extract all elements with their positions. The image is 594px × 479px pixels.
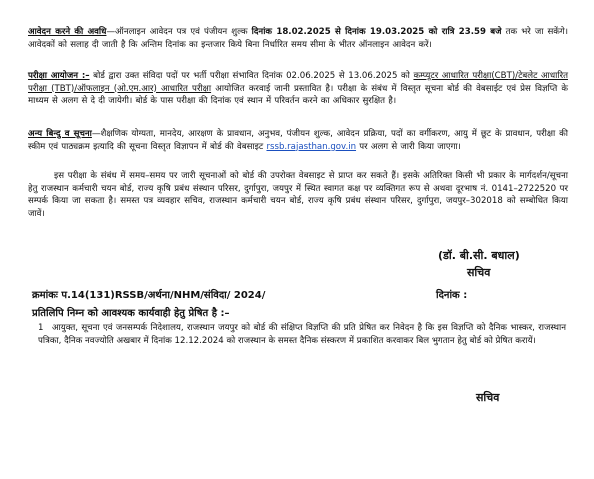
copy-to-heading: प्रतिलिपि निम्न को आवश्यक कार्यवाही हेतु प्रेषित है :– (32, 308, 230, 319)
exam-schedule-text-2: आयोजित करवाई जानी प्रस्तावित है। परीक्षा के संबंध में विस्तृत सूचना बोर्ड की वेबसाईट एवं प्रेस विज्ञप्ति के माध्यम से अलग से दे दी जायेगी। बोर्ड के पास परीक्षा की दिनांक एवं स्थान में परिवर्तन करने का अधिकार सुरक्षित है। (28, 83, 569, 107)
reference-date-label: दिनांक : (436, 290, 468, 301)
para-contact (28, 170, 568, 220)
list-item-number: 1 (38, 323, 44, 333)
para-other-info (28, 128, 568, 153)
copy-to-list (38, 322, 566, 347)
other-info-text-2: पर अलग से जारी किया जाएगा। (356, 141, 461, 152)
list-item (38, 322, 566, 347)
exam-schedule-heading: परीक्षा आयोजन :– (28, 71, 90, 81)
reference-number: क्रमांकः प.14(131)RSSB/अर्थना/NHM/संविदा/ 2024/ (32, 290, 266, 301)
signatory-name: (डॉ. बी.सी. बधाल) (438, 249, 520, 262)
application-period-text: —ऑनलाइन आवेदन पत्र एवं पंजीयन शुल्क (106, 27, 252, 37)
signatory-designation: सचिव (467, 266, 491, 279)
application-period-text-2: तक भरे जा सकेंगे। आवेदकों को सलाह दी जाती है कि अन्तिम दिनांक का इन्तजार किये बिना निर्धारित समय सीमा के भीतर ऑनलाइन आवेदन करें। (28, 27, 568, 50)
para-application-period (28, 26, 568, 51)
para-exam-schedule (28, 70, 568, 108)
application-period-heading: आवेदन करने की अवधि (28, 27, 107, 37)
contact-text: इस परीक्षा के संबंध में समय–समय पर जारी सूचनाओं को बोर्ड की उपरोक्त वेबसाइट से प्राप्त कर सकते हैं। इसके अतिरिक्त किसी भी प्रकार के मार्गदर्शन/सूचना हेतु राजस्थान कर्मचारी चयन बोर्ड, राज्य कृषि प्रबंध संस्थान परिसर, दुर्गापुरा, जयपुर में स्थित स्वागत कक्ष पर व्यक्तिगत रूप से अथवा दूरभाष नं. 0141–2722520 पर सम्पर्क किया जा सकता है। समस्त पत्र व्यवहार सचिव, राजस्थान कर्मचारी चयन बोर्ड, राज्य कृषि प्रबंध संस्थान परिसर, दुर्गापुरा, जयपुर–302018 को सम्बोधित किया जावें। (28, 171, 568, 219)
exam-schedule-text: बोर्ड द्वारा उक्त संविदा पदों पर भर्ती परीक्षा संभावित दिनांक 02.06.2025 से 13.06.2025 को (89, 71, 414, 81)
footer-signature: सचिव (476, 391, 500, 404)
list-item-text: आयुक्त, सूचना एवं जनसम्पर्क निदेशालय, राजस्थान जयपुर को बोर्ड की संक्षिप्त विज्ञप्ति की प्रति प्रेषित कर निवेदन है कि इस विज्ञप्ति को दैनिक भास्कर, राजस्थान पत्रिका, दैनिक नवज्योति अखबार में दिनांक 12.12.2024 को राजस्थान के समस्त दैनिक संस्करण में प्रकाशित करवाकर बिल भुगतान हेतु बोर्ड को प्रेषित करायें। (38, 323, 566, 346)
other-info-text: —शैक्षणिक योग्यता, मानदेय, आरक्षण के प्रावधान, अनुभव, पंजीयन शुल्क, आवेदन प्रक्रिया, पदों का वर्गीकरण, आयु में छूट के प्रावधान, परीक्षा की स्कीम एवं पाठ्यक्रम इत्यादि की सूचना विस्तृत विज्ञापन में बोर्ड की वेबसाइट (28, 129, 568, 152)
website-link[interactable]: rssb.rajasthan.gov.in (266, 141, 357, 152)
other-info-heading: अन्य बिन्दु व सूचना (28, 129, 92, 139)
exam-type: कम्प्यूटर आधारित परीक्षा(CBT)/टेबलेट आधारित परीक्षा (TBT)/ऑफलाइन (ओ.एम.आर) आधारित परीक्षा (28, 71, 568, 94)
application-dates: दिनांक 18.02.2025 से दिनांक 19.03.2025 को रात्रि 23.59 बजे (251, 27, 502, 37)
